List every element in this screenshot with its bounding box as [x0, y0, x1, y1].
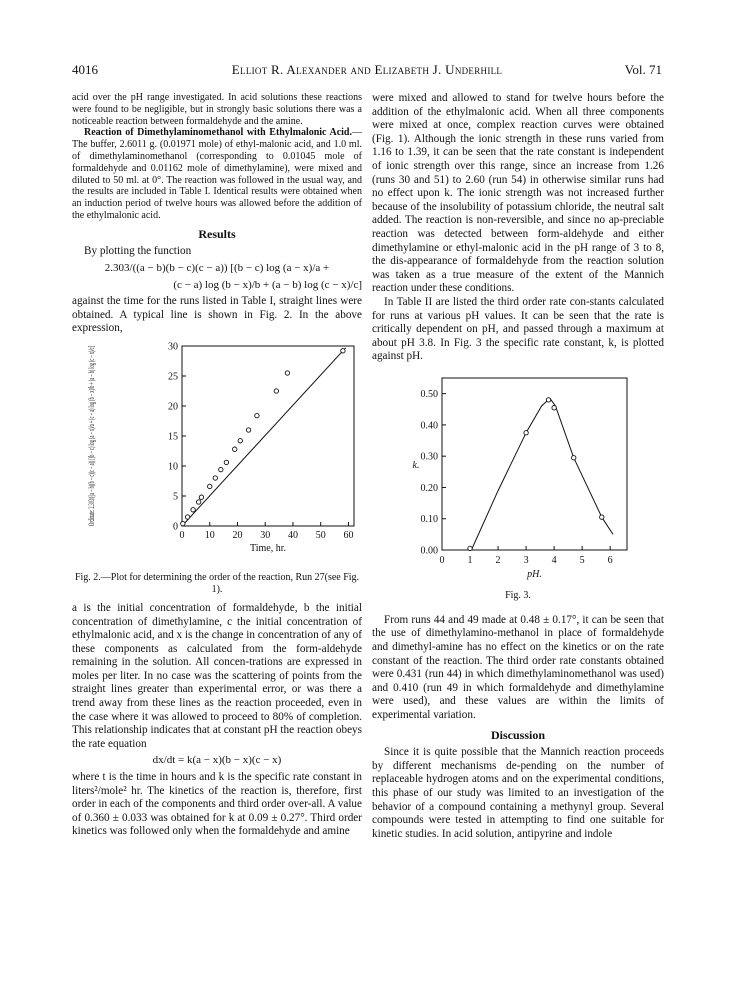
x-axis-label: Time, hr. [249, 542, 287, 554]
y-axis-label: k. [412, 459, 420, 471]
data-point [246, 428, 250, 432]
figure-2-caption: Fig. 2.—Plot for determining the order of the reaction, Run 27(see Fig. 1). [74, 571, 360, 595]
x-tick-label: 50 [315, 529, 326, 541]
x-axis-label: pH. [527, 568, 542, 580]
plot-frame [182, 346, 354, 526]
y-tick-label: 0 [173, 521, 178, 533]
running-title: Elliot R. Alexander and Elizabeth J. Underhill [231, 62, 503, 77]
y-tick-label: 20 [168, 401, 178, 413]
equation: (c − a) log (b − x)/b + (a − b) log (c − x)/c] [173, 278, 362, 291]
figure-3 [372, 370, 664, 588]
data-point [341, 349, 345, 353]
y-tick-label: 0.00 [420, 545, 438, 557]
paragraph: By plotting the function [84, 245, 192, 258]
x-tick-label: 3 [523, 554, 529, 566]
discussion-heading: Discussion [490, 727, 546, 742]
y-tick-label: 0.10 [420, 514, 438, 526]
data-point [524, 430, 528, 434]
y-axis-label-text: Ordinate: 2.303/((a − b)(b − c)(c − a)) [(b − c) log (a − x)/a + (c − a) log (b − x)/b + (a − b) log (c − x)/c] [86, 339, 96, 526]
figure-2-chart [72, 340, 362, 570]
y-tick-label: 0.40 [420, 420, 438, 432]
left-column [72, 92, 362, 839]
y-tick-label: 5 [173, 491, 178, 503]
results-heading: Results [198, 226, 236, 241]
data-point [546, 398, 550, 402]
paragraph: In Table II are listed the third order rate con-stants calculated for runs at various pH values. It can be seen that the rate is critically dependent on pH, and passed through a maximum at about pH 3.8. In Fig. 3 the specific rate constant, k, is plotted against pH. [372, 295, 664, 363]
paragraph: a is the initial concentration of formaldehyde, b the initial concentration of dimethylamine, c the initial concentration of ethylmalonic acid, and x is the change in concentration of any of these components as calculated from the form-aldehyde remaining in the solution. All concen-trations are expressed in moles per liter. In no case was the scattering of points from the straight lines greater than experimental error, or was there a trend away from these lines as the reaction proceeded, even in the case where it was allowed to proceed to 80% of completion. This relationship indicates that at constant pH the reaction obeys the rate equation [72, 601, 362, 750]
figure-2 [72, 340, 362, 570]
x-tick-label: 10 [204, 529, 215, 541]
x-tick-label: 40 [287, 529, 298, 541]
equation: dx/dt = k(a − x)(b − x)(c − x) [152, 754, 282, 767]
page-number: 4016 [72, 62, 98, 77]
x-tick-label: 0 [179, 529, 185, 541]
x-tick-label: 4 [551, 554, 557, 566]
subsection-heading: Reaction of Dimethylaminomethanol with Ethylmalonic Acid. [84, 127, 352, 139]
paragraph: Since it is quite possible that the Mannich reaction proceeds by different mechanisms de-pending on the number of replaceable hydrogen atoms and on the experimental conditions, this phase of our study was limited to an investigation of the behavior of a compound containing a methynyl group. Several compounds were tested in attempting to find one suitable for kinetic studies. In acid solution, antipyrine and indole [372, 746, 664, 840]
plot-frame [442, 378, 627, 550]
data-point [274, 389, 278, 393]
data-point [196, 500, 200, 504]
y-tick-label: 30 [168, 341, 178, 353]
volume-label: Vol. 71 [624, 62, 662, 77]
y-tick-label: 0.50 [420, 389, 438, 401]
data-point [185, 515, 189, 519]
data-point [285, 371, 289, 375]
series-line [471, 398, 613, 550]
right-column [372, 92, 664, 841]
x-tick-label: 2 [495, 554, 501, 566]
equation: 2.303/((a − b)(b − c)(c − a)) [(b − c) log (a − x)/a + [104, 261, 330, 274]
y-tick-label: 15 [168, 431, 178, 443]
data-point [600, 515, 604, 519]
data-point [224, 460, 228, 464]
data-point [255, 413, 259, 417]
paragraph: where t is the time in hours and k is the specific rate constant in liters²/mole² hr. The kinetics of the reaction is, therefore, first order in each of the components and third order over-all. A value of 0.360 ± 0.033 was obtained for k at 0.09 ± 0.27°. Third order kinetics was followed only when the formaldehyde and amine [72, 771, 362, 838]
paragraph: were mixed and allowed to stand for twelve hours before the addition of the ethylmalonic acid. When all three components were mixed at once, complex reaction curves were obtained (Fig. 1). Although the ionic strength in these runs varied from 1.16 to 1.39, it can be seen that the rate constant is independent of ionic strength over this range, since an increase from 1.26 (runs 30 and 51) to 2.60 (run 54) in otherwise similar runs had no effect upon k. The ionic strength was not increased further because of the insolubility of potassium chloride, the neutral salt added. The reaction is non-reversible, and since no ap-preciable reaction was detected between form-aldehyde and either dimethylamine or ethyl-malonic acid in the pH range of 3 to 8, the dis-appearance of formaldehyde from the reaction solution was taken as a true measure of the extent of the Mannich reaction under these conditions. [372, 92, 664, 295]
data-point [208, 484, 212, 488]
data-point [468, 546, 472, 550]
paragraph: —The buffer, 2.6011 g. (0.01971 mole) of ethyl-malonic acid, and 1.0 ml. of dimethylaminomethanol (corresponding to 0.01045 mole of formaldehyde and 0.01162 mole of dimethylamine), were mixed and diluted to 50 ml. at 0°. The reaction was followed in the usual way, and the results are included in Table I. Identical results were obtained when an induction period of twelve hours was allowed before the addition of the ethylmalonic acid. [72, 127, 362, 221]
data-point [572, 455, 576, 459]
fit-line [182, 348, 346, 526]
paragraph: From runs 44 and 49 made at 0.48 ± 0.17°, it can be seen that the use of dimethylamino-methanol in place of formaldehyde and dimethyl-amine has no effect on the kinetics or on the rate constant of the reaction. The third order rate constants obtained were 0.431 (run 44) in which dimethylaminomethanol was used) and 0.410 (run 49 in which formaldehyde and dimethylamine were used), and these values are within the limits of experimental variation. [372, 613, 664, 722]
x-tick-label: 60 [343, 529, 354, 541]
x-tick-label: 6 [607, 554, 613, 566]
data-point [219, 467, 223, 471]
figure-3-chart [372, 370, 664, 588]
paragraph: against the time for the runs listed in Table I, straight lines were obtained. A typical line is shown in Fig. 2. In the above expression, [72, 295, 362, 335]
y-tick-label: 25 [168, 371, 178, 383]
data-point [181, 521, 185, 525]
x-tick-label: 30 [260, 529, 271, 541]
x-tick-label: 1 [467, 554, 473, 566]
x-tick-label: 5 [579, 554, 585, 566]
y-tick-label: 0.20 [420, 482, 438, 494]
data-point [552, 405, 556, 409]
x-tick-label: 20 [232, 529, 243, 541]
data-point [233, 447, 237, 451]
y-tick-label: 10 [168, 461, 178, 473]
data-point [238, 439, 242, 443]
figure-3-caption: Fig. 3. [505, 589, 531, 601]
data-point [191, 508, 195, 512]
data-point [213, 476, 217, 480]
data-point [199, 495, 203, 499]
running-header [72, 62, 662, 78]
paragraph: acid over the pH range investigated. In acid solutions these reactions were found to be negligible, but in strongly basic solutions there was a noticeable reaction between formaldehyde and the amine. [72, 92, 362, 127]
y-tick-label: 0.30 [420, 451, 438, 463]
y-axis-label [86, 339, 96, 526]
x-tick-label: 0 [439, 554, 445, 566]
